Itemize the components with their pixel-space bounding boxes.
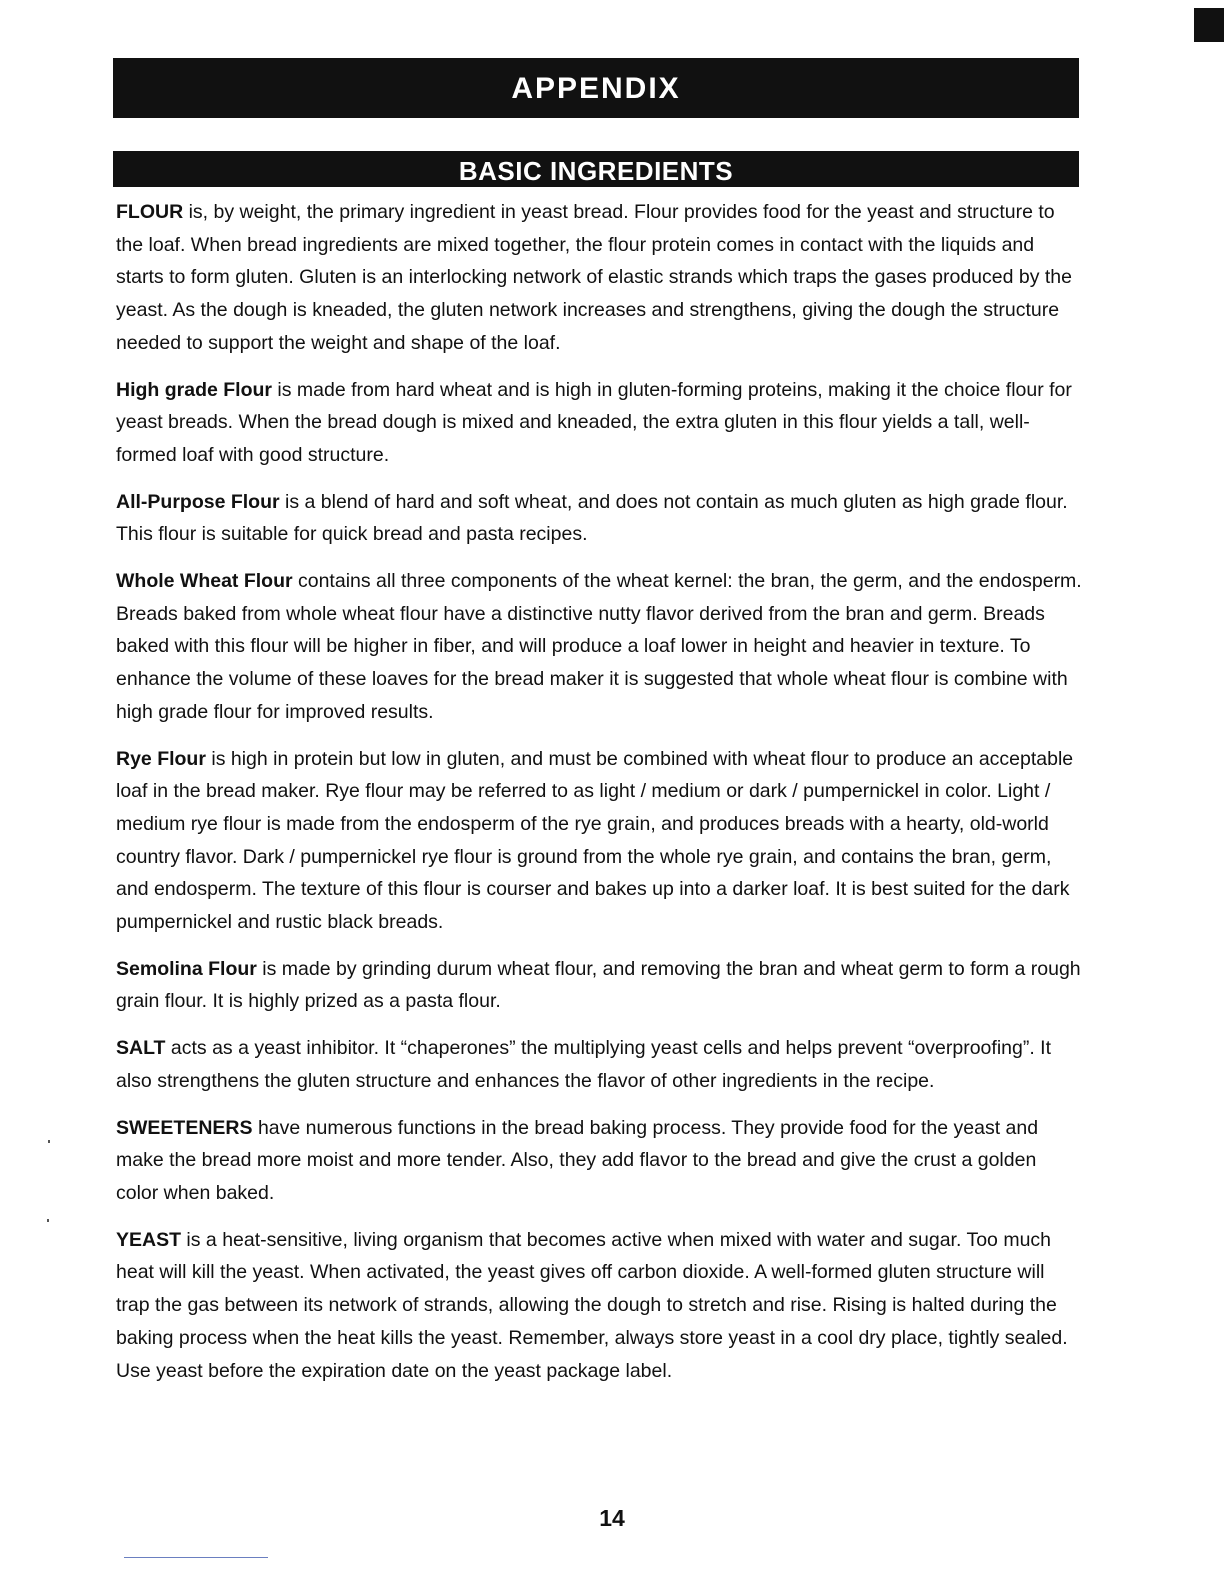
term-high-grade-flour: High grade Flour [116, 378, 272, 401]
paragraph-sweeteners [116, 1112, 1082, 1210]
paragraph-text: is, by weight, the primary ingredient in yeast bread. Flour provides food for the yeast and structure to the loaf. When bread ingredients are mixed together, the flour protein comes in contact with the liquids and starts to form gluten. Gluten is an interlocking network of elastic strands which traps the gases produced by the yeast. As the dough is kneaded, the gluten network increases and strengthens, giving the dough the structure needed to support the weight and shape of the loaf. [116, 201, 1072, 354]
paragraph-text: is a heat-sensitive, living organism that becomes active when mixed with water and sugar. Too much heat will kill the yeast. When activated, the yeast gives off carbon dioxide. A well-formed gluten structure will trap the gas between its network of strands, allowing the dough to stretch and rise. Rising is halted during the baking process when the heat kills the yeast. Remember, always store yeast in a cool dry place, tightly sealed. Use yeast before the expiration date on the yeast package label. [116, 1228, 1068, 1382]
paragraph-text: have numerous functions in the bread baking process. They provide food for the yeast and make the bread more moist and more tender. Also, they add flavor to the bread and give the crust a golden color when baked. [116, 1116, 1039, 1204]
paragraph-semolina-flour [116, 953, 1082, 1018]
ingredients-body [116, 196, 1082, 1401]
term-salt: SALT [116, 1037, 166, 1060]
paragraph-rye-flour [116, 743, 1082, 939]
paragraph-text: is high in protein but low in gluten, and must be combined with wheat flour to produce an acceptable loaf in the bread maker. Rye flour may be referred to as light / medium or dark / pumpernickel in color. Light / medium rye flour is made from the endosperm of the rye grain, and produces breads with a hearty, old-world country flavor. Dark / pumpernickel rye flour is ground from the whole rye grain, and contains the bran, germ, and endosperm. The texture of this flour is courser and bakes up into a darker loaf. It is best suited for the dark pumpernickel and rustic black breads. [116, 747, 1074, 934]
term-rye-flour: Rye Flour [116, 747, 206, 770]
term-sweeteners: SWEETENERS [116, 1116, 253, 1139]
paragraph-text: acts as a yeast inhibitor. It “chaperones” the multiplying yeast cells and helps prevent “overproofing”. It also strengthens the gluten structure and enhances the flavor of other ingredients in the recipe. [116, 1037, 1052, 1092]
term-all-purpose-flour: All-Purpose Flour [116, 490, 280, 513]
term-semolina-flour: Semolina Flour [116, 957, 257, 980]
paragraph-salt [116, 1032, 1082, 1097]
page-number: 14 [599, 1505, 625, 1531]
scan-speck [48, 1140, 50, 1143]
page-corner-mark [1194, 8, 1224, 42]
paragraph-text: contains all three components of the wheat kernel: the bran, the germ, and the endosperm. Breads baked from whole wheat flour have a distinctive nutty flavor derived from the bran and germ. Breads baked with this flour will be higher in fiber, and will produce a loaf lower in height and heavier in texture. To enhance the volume of these loaves for the bread maker it is suggested that whole wheat flour is combine with high grade flour for improved results. [116, 570, 1082, 723]
term-flour: FLOUR [116, 201, 184, 223]
term-whole-wheat-flour: Whole Wheat Flour [116, 570, 293, 593]
paragraph-all-purpose-flour [116, 486, 1082, 551]
basic-ingredients-heading: BASIC INGREDIENTS [113, 151, 1079, 187]
term-yeast: YEAST [116, 1228, 182, 1251]
paragraph-text: is made by grinding durum wheat flour, and removing the bran and wheat germ to form a rough grain flour. It is highly prized as a pasta flour. [116, 957, 1081, 1013]
footer-rule [124, 1557, 268, 1558]
paragraph-yeast [116, 1224, 1082, 1388]
appendix-title: APPENDIX [113, 58, 1079, 118]
paragraph-text: is made from hard wheat and is high in gluten-forming proteins, making it the choice flour for yeast breads. When the bread dough is mixed and kneaded, the extra gluten in this flour yields a tall, well-formed loaf with good structure. [116, 378, 1072, 466]
paragraph-high-grade-flour [116, 374, 1082, 472]
paragraph-flour [116, 196, 1082, 360]
paragraph-text: is a blend of hard and soft wheat, and does not contain as much gluten as high grade flour. This flour is suitable for quick bread and pasta recipes. [116, 490, 1068, 546]
paragraph-whole-wheat-flour [116, 565, 1082, 729]
scan-speck [47, 1219, 49, 1222]
